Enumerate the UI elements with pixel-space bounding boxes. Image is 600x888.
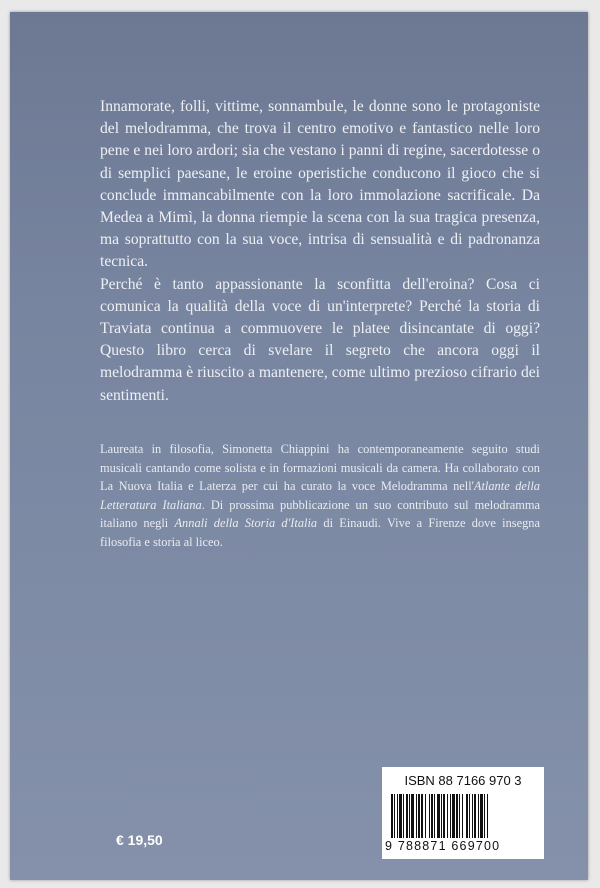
price-label: € 19,50 — [116, 832, 163, 848]
bio-text-1: Laureata in filosofia, Simonetta Chiappini ha contemporaneamente seguito studi musicali cantando come solista e in formazioni musicali da camera. Ha collaborato con La Nuova Italia e Laterza per cui ha curato la voce Melodramma nell' — [100, 442, 540, 494]
author-bio — [100, 440, 540, 552]
bio-text-2: . Di prossima pubblicazione un suo contributo sul melodramma italiano negli — [100, 497, 541, 531]
book-blurb — [100, 96, 540, 407]
barcode-image — [390, 794, 536, 838]
bio-title-atlante: Atlante della Letteratura Italiana — [100, 479, 540, 512]
bio-text-3: di Einaudi. Vive a Firenze dove insegna filosofia e storia al liceo. — [100, 516, 540, 549]
back-cover — [10, 12, 588, 880]
blurb-paragraph-1: Innamorate, folli, vittime, sonnambule, le donne sono le protagoniste del melodramma, che trova il centro emotivo e fantastico nelle loro pene e nei loro ardori; sia che vestano i panni di regine, sacerdotesse o di semplici paesane, le eroine operistiche conducono il gioco che si conclude immancabilmente con la loro immolazione sacrificale. Da Medea a Mimì, la donna riempie la scena con la sua tragica presenza, ma soprattutto con la sua voce, intrisa di sensualità e di padronanza tecnica. — [100, 98, 540, 271]
isbn-label: ISBN 88 7166 970 3 — [404, 773, 522, 788]
barcode-sticker — [382, 767, 544, 859]
bio-title-annali: Annali della Storia d'Italia — [174, 516, 318, 531]
blurb-paragraph-2: Perché è tanto appassionante la sconfitta dell'eroina? Cosa ci comunica la qualità della voce di un'interprete? Perché la storia di Traviata continua a commuovere le platee disincantate di oggi? Questo libro cerca di svelare il segreto che ancora oggi il melodramma è riuscito a mantenere, come ultimo prezioso cifrario dei sentimenti. — [100, 275, 540, 404]
ean-digits: 9 788871 669700 — [385, 839, 501, 853]
